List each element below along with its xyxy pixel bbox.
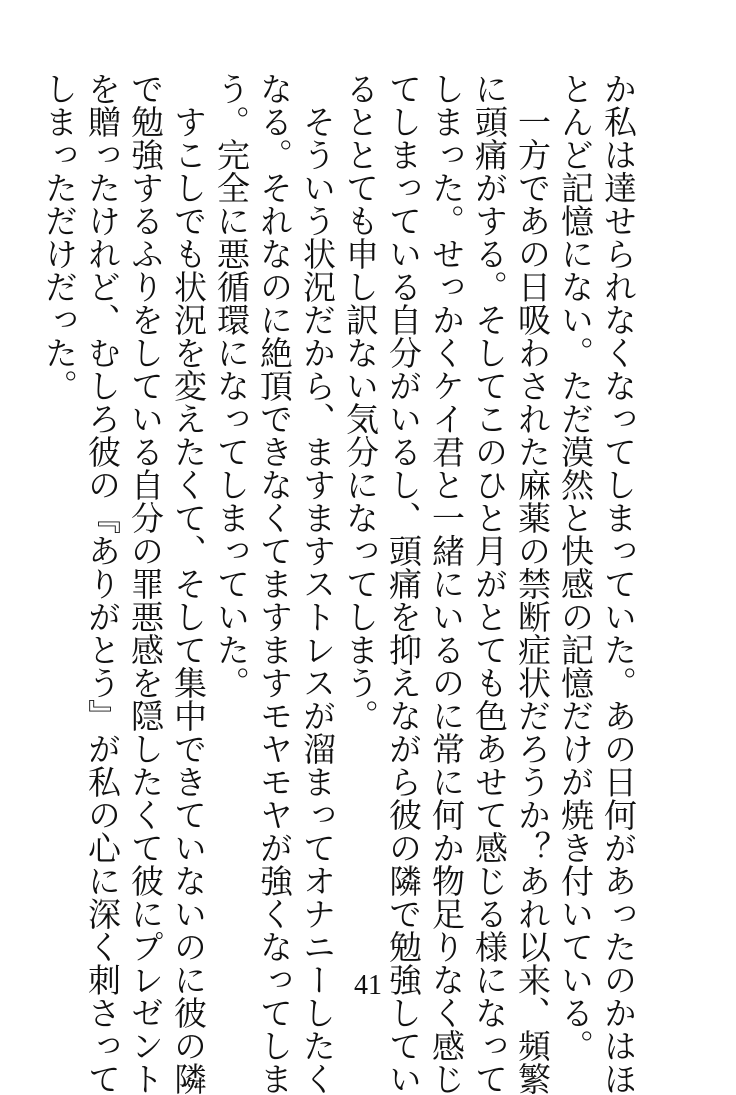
text-line-4: に頭痛がする。そしてこのひと月がとても色あせて感じる様になって — [470, 72, 509, 1095]
text-line-7: るととても申し訳ない気分になってしまう。 — [341, 72, 380, 732]
text-line-3: 一方であの日吸わされた麻薬の禁断症状だろうか？あれ以来、頻繁 — [513, 72, 552, 1095]
text-line-5: しまった。せっかくケイ君と一緒にいるのに常に何か物足りなく感じ — [427, 72, 466, 1095]
text-line-1: か私は達せられなくなってしまっていた。あの日何があったのかはほ — [599, 72, 638, 1095]
text-line-9: なる。それなのに絶頂できなくてますますモヤモヤが強くなってしま — [255, 72, 294, 1095]
text-line-11: すこしでも状況を変えたくて、そして集中できていないのに彼の隣 — [169, 72, 208, 1095]
page-number: 41 — [354, 970, 382, 1001]
text-line-10: う。完全に悪循環になってしまっていた。 — [212, 72, 251, 699]
text-line-13: を贈ったけれど、むしろ彼の『ありがとう』が私の心に深く刺さって — [83, 72, 122, 1095]
text-line-2: とんど記憶にない。ただ漠然と快感の記憶だけが焼き付いている。 — [556, 72, 595, 1062]
text-line-8: そういう状況だから、ますますストレスが溜まってオナニーしたく — [298, 72, 337, 1095]
text-line-14: しまっただけだった。 — [40, 72, 79, 402]
text-line-12: で勉強するふりをしている自分の罪悪感を隠したくて彼にプレゼント — [126, 72, 165, 1095]
text-line-6: てしまっている自分がいるし、頭痛を抑えながら彼の隣で勉強してい — [384, 72, 423, 1095]
